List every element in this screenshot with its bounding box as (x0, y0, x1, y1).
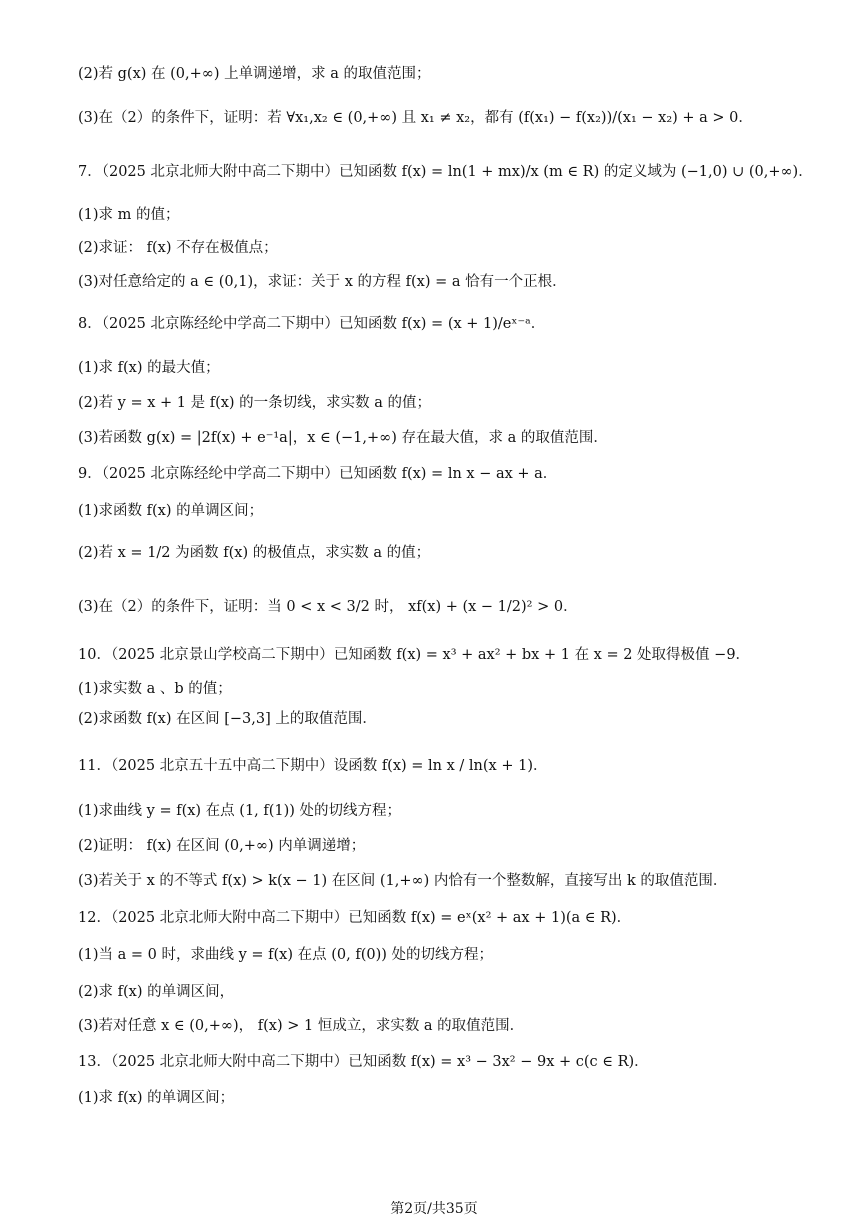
problem-13-header: 13．（2025 北京北师大附中高二下期中）已知函数 f(x) = x³ − 3x² − 9x + c(c ∈ R)． (78, 1054, 649, 1070)
text-line: (1)求 f(x) 的单调区间； (78, 1090, 235, 1106)
problem-11-header: 11．（2025 北京五十五中高二下期中）设函数 f(x) = ln x / ln(x + 1)． (78, 758, 548, 774)
text-line: (2)证明： f(x) 在区间 (0,+∞) 内单调递增； (78, 838, 366, 854)
text-line: (3)若关于 x 的不等式 f(x) > k(x − 1) 在区间 (1,+∞) 内恰有一个整数解，直接写出 k 的取值范围． (78, 873, 728, 889)
text-line: (1)求曲线 y = f(x) 在点 (1, f(1)) 处的切线方程； (78, 803, 402, 819)
text-line: (2)求 f(x) 的单调区间， (78, 984, 235, 1000)
problem-8-header: 8．（2025 北京陈经纶中学高二下期中）已知函数 f(x) = (x + 1)/eˣ⁻ᵃ． (78, 316, 546, 332)
page-footer: 第2页/共35页 (390, 1201, 478, 1217)
problem-9-header: 9．（2025 北京陈经纶中学高二下期中）已知函数 f(x) = ln x − ax + a． (78, 466, 558, 482)
text-line: (1)当 a = 0 时，求曲线 y = f(x) 在点 (0, f(0)) 处的切线方程； (78, 947, 494, 963)
text-line: (2)若 y = x + 1 是 f(x) 的一条切线，求实数 a 的值； (78, 395, 432, 411)
problem-7-header: 7．（2025 北京北师大附中高二下期中）已知函数 f(x) = ln(1 + mx)/x (m ∈ R) 的定义域为 (−1,0) ∪ (0,+∞)． (78, 164, 813, 180)
text-line: (1)求 f(x) 的最大值； (78, 360, 220, 376)
problem-12-header: 12．（2025 北京北师大附中高二下期中）已知函数 f(x) = eˣ(x² + ax + 1)(a ∈ R)． (78, 910, 632, 926)
text-line: (2)求证： f(x) 不存在极值点； (78, 240, 278, 256)
text-line: (3)若函数 g(x) = |2f(x) + e⁻¹a|，x ∈ (−1,+∞) 存在最大值，求 a 的取值范围． (78, 430, 608, 446)
text-line: (3)在（2）的条件下，证明：当 0 < x < 3/2 时， xf(x) + (x − 1/2)² > 0． (78, 599, 578, 615)
problem-10-header: 10．（2025 北京景山学校高二下期中）已知函数 f(x) = x³ + ax² + bx + 1 在 x = 2 处取得极值 −9． (78, 647, 751, 663)
text-line: (2)若 x = 1/2 为函数 f(x) 的极值点，求实数 a 的值； (78, 545, 431, 561)
text-line: (2)求函数 f(x) 在区间 [−3,3] 上的取值范围． (78, 711, 377, 727)
text-line: (3)在（2）的条件下，证明：若 ∀x₁,x₂ ∈ (0,+∞) 且 x₁ ≠ x₂，都有 (f(x₁) − f(x₂))/(x₁ − x₂) + a > 0． (78, 110, 753, 126)
text-line: (1)求 m 的值； (78, 207, 180, 223)
text-line: (3)对任意给定的 a ∈ (0,1)，求证：关于 x 的方程 f(x) = a 恰有一个正根． (78, 274, 567, 290)
text-line: (2)若 g(x) 在 (0,+∞) 上单调递增，求 a 的取值范围； (78, 66, 431, 82)
text-line: (1)求实数 a 、b 的值； (78, 681, 232, 697)
text-line: (1)求函数 f(x) 的单调区间； (78, 503, 264, 519)
text-line: (3)若对任意 x ∈ (0,+∞)， f(x) > 1 恒成立，求实数 a 的取值范围． (78, 1018, 525, 1034)
